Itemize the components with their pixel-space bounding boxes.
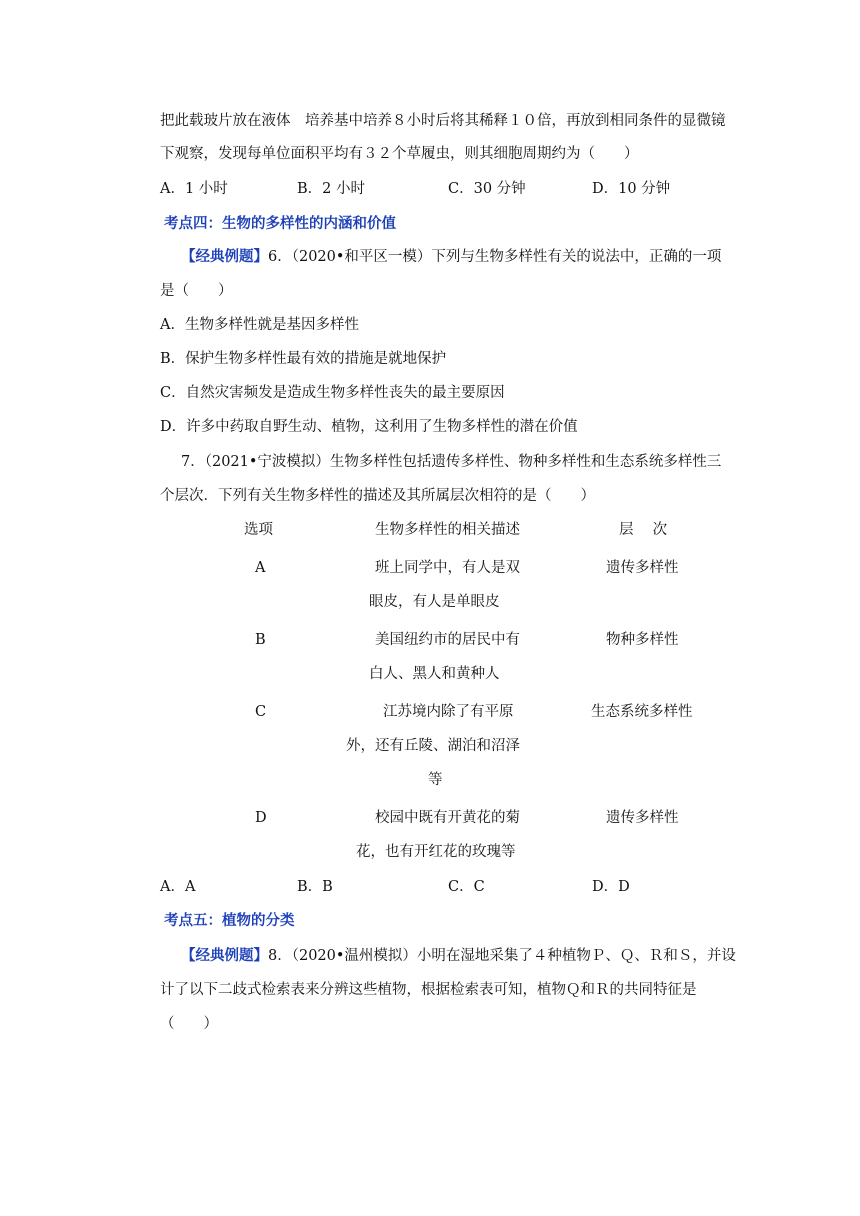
table-row-d-desc-2: 花，也有开红花的玫瑰等 xyxy=(356,844,516,860)
q8-tag: 【经典例题】 xyxy=(181,948,268,964)
section-heading-4: 考点四：生物的多样性的内涵和价值 xyxy=(164,216,396,232)
q7-option-b: B．B xyxy=(297,879,333,895)
q5-option-b: B．2 小时 xyxy=(297,181,365,197)
table-row-b-desc-1: 美国纽约市的居民中有 xyxy=(375,632,520,648)
q5-option-a: A．1 小时 xyxy=(160,181,228,197)
q7-text-line-2: 个层次．下列有关生物多样性的描述及其所属层次相符的是（ ） xyxy=(160,488,595,504)
q7-text-line-1: 7．（2021•宁波模拟）生物多样性包括遗传多样性、物种多样性和生态系统多样性三 xyxy=(181,454,722,470)
q6-stem: 6．（2020•和平区一模）下列与生物多样性有关的说法中，正确的一项 xyxy=(268,249,722,265)
table-row-a-desc-1: 班上同学中，有人是双 xyxy=(375,560,520,576)
q6-option-d: D．许多中药取自野生动、植物，这利用了生物多样性的潜在价值 xyxy=(160,419,578,435)
table-row-c-level: 生态系统多样性 xyxy=(591,704,693,720)
q8-text-line-3: （ ） xyxy=(160,1016,218,1032)
table-row-d-option: D xyxy=(255,810,267,826)
q6-option-c: C．自然灾害频发是造成生物多样性丧失的最主要原因 xyxy=(160,385,505,401)
table-row-a-level: 遗传多样性 xyxy=(606,560,679,576)
q7-option-c: C．C xyxy=(448,879,485,895)
q6-text-line-2: 是（ ） xyxy=(160,283,233,299)
q8-text-line-1 xyxy=(181,946,736,966)
q8-stem: 8．（2020•温州模拟）小明在湿地采集了４种植物Ｐ、Ｑ、Ｒ和Ｓ，并设 xyxy=(268,948,736,964)
table-row-a-option: A xyxy=(255,560,266,576)
table-row-d-desc-1: 校园中既有开黄花的菊 xyxy=(375,810,520,826)
table-row-d-level: 遗传多样性 xyxy=(606,810,679,826)
table-row-c-desc-3: 等 xyxy=(428,772,443,788)
table-header-level: 层 次 xyxy=(619,522,668,538)
table-row-c-desc-1: 江苏境内除了有平原 xyxy=(383,704,514,720)
table-header-description: 生物多样性的相关描述 xyxy=(375,522,520,538)
q6-text-line-1 xyxy=(181,247,721,267)
section-heading-5: 考点五：植物的分类 xyxy=(164,913,295,929)
q5-text-line-1: 把此载玻片放在液体 培养基中培养８小时后将其稀释１０倍，再放到相同条件的显微镜 xyxy=(160,113,726,129)
table-row-b-option: B xyxy=(255,632,266,648)
table-row-b-desc-2: 白人、黑人和黄种人 xyxy=(369,666,500,682)
table-row-b-level: 物种多样性 xyxy=(606,632,679,648)
q5-text-line-2: 下观察，发现每单位面积平均有３２个草履虫，则其细胞周期约为（ ） xyxy=(160,146,639,162)
q7-option-a: A．A xyxy=(160,879,196,895)
q7-option-d: D．D xyxy=(592,879,630,895)
q8-text-line-2: 计了以下二歧式检索表来分辨这些植物，根据检索表可知，植物Ｑ和Ｒ的共同特征是 xyxy=(160,982,697,998)
table-row-c-desc-2: 外，还有丘陵、湖泊和沼泽 xyxy=(346,738,520,754)
q5-option-c: C．30 分钟 xyxy=(448,181,526,197)
q6-tag: 【经典例题】 xyxy=(181,249,268,265)
q6-option-a: A．生物多样性就是基因多样性 xyxy=(160,317,359,333)
q5-option-d: D．10 分钟 xyxy=(592,181,671,197)
table-row-c-option: C xyxy=(255,704,267,720)
table-header-option: 选项 xyxy=(244,522,273,538)
table-row-a-desc-2: 眼皮，有人是单眼皮 xyxy=(369,594,500,610)
q6-option-b: B．保护生物多样性最有效的措施是就地保护 xyxy=(160,351,447,367)
